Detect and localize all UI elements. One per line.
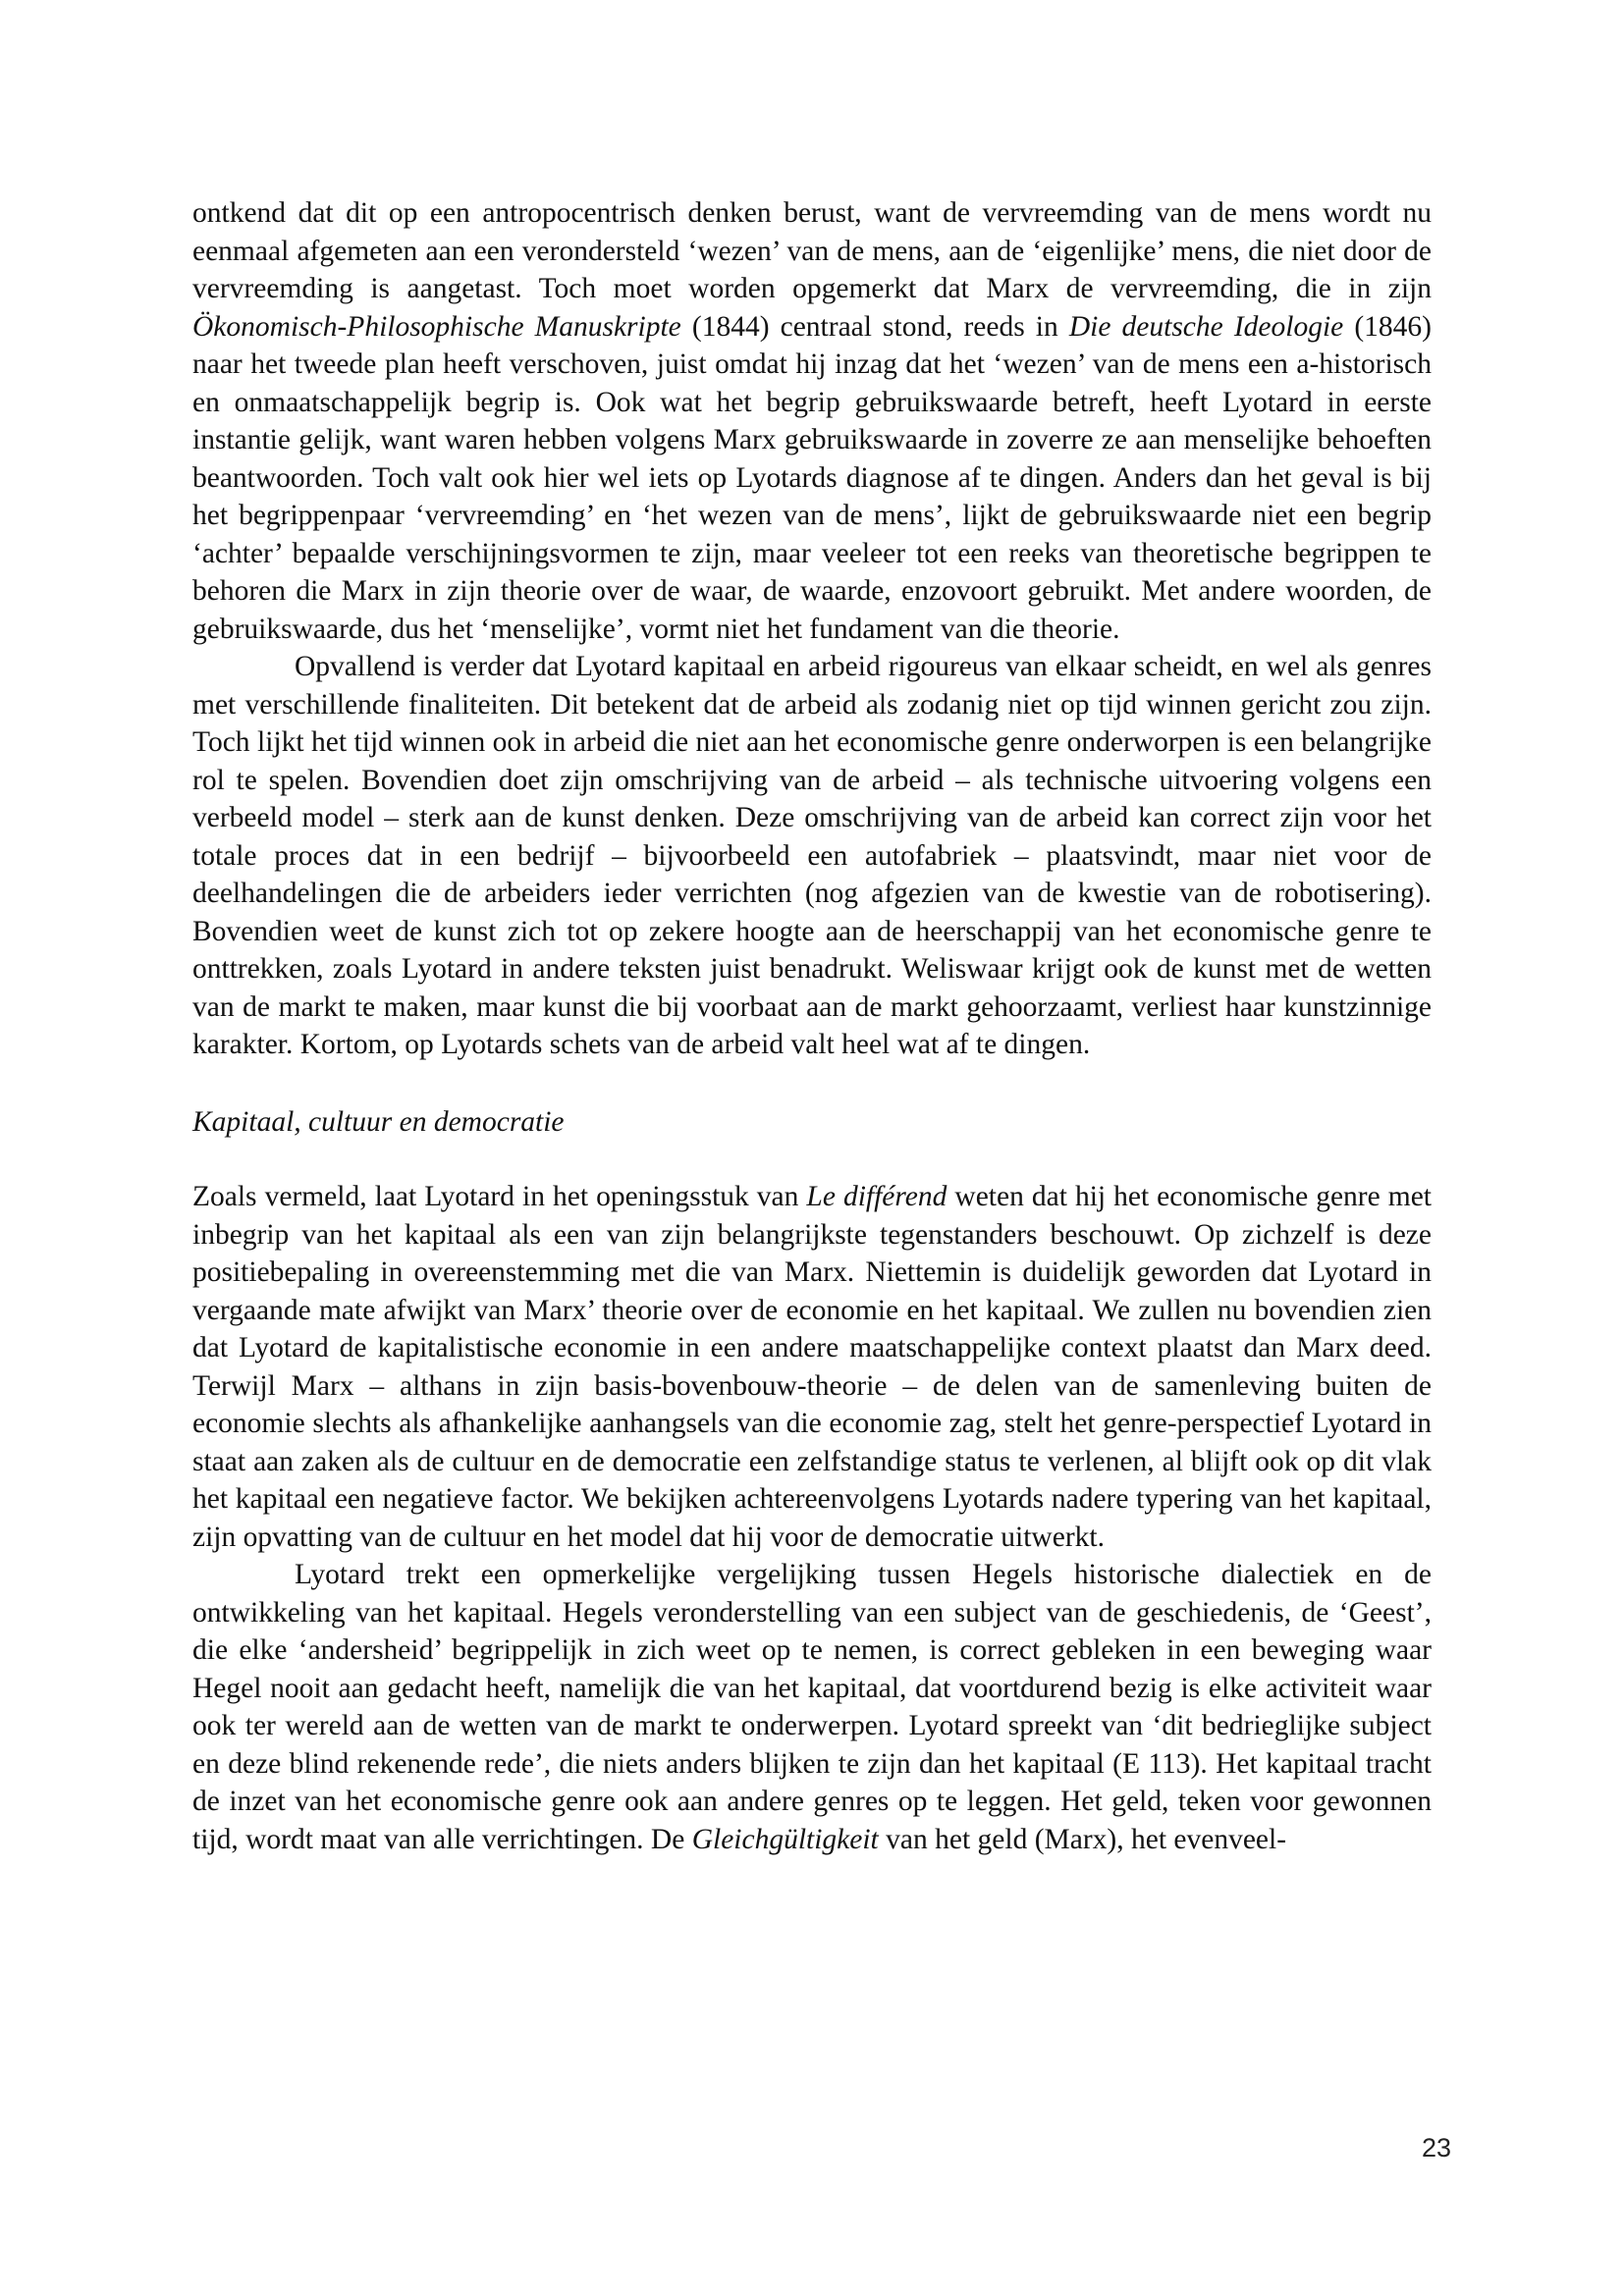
body-text	[192, 194, 1432, 1858]
paragraph-3: Zoals vermeld, laat Lyotard in het openingsstuk van Le différend weten dat hij het economische genre met inbegrip van het kapitaal als een van zijn belangrijkste tegenstanders beschouwt. Op zichzelf is deze positiebepaling in overeenstemming met die van Marx. Niettemin is duidelijk geworden dat Lyotard in vergaande mate afwijkt van Marx’ theorie over de economie en het kapitaal. We zullen nu bovendien zien dat Lyotard de kapitalistische economie in een andere maatschappelijke context plaatst dan Marx deed. Terwijl Marx – althans in zijn basis-bovenbouw-theorie – de delen van de samenleving buiten de economie slechts als afhankelijke aanhangsels van die economie zag, stelt het genre-perspectief Lyotard in staat aan zaken als de cultuur en de democratie een zelfstandige status te verlenen, al blijft ook op dit vlak het kapitaal een negatieve factor. We bekijken achtereenvolgens Lyotards nadere typering van het kapitaal, zijn opvatting van de cultuur en het model dat hij voor de democratie uitwerkt.	[192, 1181, 1432, 1553]
italic-title-ideologie: Die deutsche Ideologie	[1068, 310, 1344, 343]
italic-title-differend: Le différend	[806, 1181, 947, 1212]
paragraph-1: ontkend dat dit op een antropocentrisch denken berust, want de vervreemding van de mens wordt nu eenmaal afgemeten aan een verondersteld ‘wezen’ van de mens, aan de ‘eigenlijke’ mens, die niet door de vervreemding is aangetast. Toch moet worden opgemerkt dat Marx de vervreemding, die in zijn Ökonomisch-Philosophische Manuskripte (1844) centraal stond, reeds in Die deutsche Ideologie (1846) naar het tweede plan heeft verschoven, juist omdat hij inzag dat het ‘wezen’ van de mens een a-historisch en onmaatschappelijk begrip is. Ook wat het begrip gebruikswaarde betreft, heeft Lyotard in eerste instantie gelijk, want waren hebben volgens Marx gebruikswaarde in zoverre ze aan menselijke behoeften beantwoorden. Toch valt ook hier wel iets op Lyotards diagnose af te dingen. Anders dan het geval is bij het begrippenpaar ‘vervreemding’ en ‘het wezen van de mens’, lijkt de gebruikswaarde niet een begrip ‘achter’ bepaalde verschijningsvormen te zijn, maar veeleer tot een reeks van theoretische begrippen te behoren die Marx in zijn theorie over de waar, de waarde, enzovoort gebruikt. Met andere woorden, de gebruikswaarde, dus het ‘menselijke’, vormt niet het fundament van die theorie.	[192, 197, 1432, 645]
italic-term-gleichgultigkeit: Gleichgültigkeit	[691, 1823, 879, 1855]
italic-title-manuskripte: Ökonomisch-Philosophische Manuskripte	[192, 310, 681, 343]
paragraph-4: Lyotard trekt een opmerkelijke vergelijking tussen Hegels historische dialectiek en de ontwikkeling van het kapitaal. Hegels veronderstelling van een subject van de geschiedenis, de ‘Geest’, die elke ‘andersheid’ begrippelijk in zich weet op te nemen, is correct gebleken in een beweging waar Hegel nooit aan gedacht heeft, namelijk die van het kapitaal, dat voortdurend bezig is elke activiteit waar ook ter wereld aan de wetten van de markt te onderwerpen. Lyotard spreekt van ‘dit bedrieglijke subject en deze blind rekenende rede’, die niets anders blijken te zijn dan het kapitaal (E 113). Het kapitaal tracht de inzet van het economische genre ook aan andere genres op te leggen. Het geld, teken voor gewonnen tijd, wordt maat van alle verrichtingen. De Gleichgültigkeit van het geld (Marx), het evenveel-	[192, 1559, 1432, 1855]
section-heading: Kapitaal, cultuur en democratie	[192, 1105, 565, 1138]
paragraph-2: Opvallend is verder dat Lyotard kapitaal en arbeid rigoureus van elkaar scheidt, en wel als genres met verschillende finaliteiten. Dit betekent dat de arbeid als zodanig niet op tijd winnen gericht zou zijn. Toch lijkt het tijd winnen ook in arbeid die niet aan het economische genre onderworpen is een belangrijke rol te spelen. Bovendien doet zijn omschrijving van de arbeid – als technische uitvoering volgens een verbeeld model – sterk aan de kunst denken. Deze omschrijving van de arbeid kan correct zijn voor het totale proces dat in een bedrijf – bijvoorbeeld een autofabriek – plaatsvindt, maar niet voor de deelhandelingen die de arbeiders ieder verrichten (nog afgezien van de kwestie van de robotisering). Bovendien weet de kunst zich tot op zekere hoogte aan de heerschappij van het economische genre te onttrekken, zoals Lyotard in andere teksten juist benadrukt. Weliswaar krijgt ook de kunst met de wetten van de markt te maken, maar kunst die bij voorbaat aan de markt gehoorzaamt, verliest haar kunstzinnige karakter. Kortom, op Lyotards schets van de arbeid valt heel wat af te dingen.	[192, 651, 1432, 1060]
page-number: 23	[1421, 2133, 1451, 2163]
